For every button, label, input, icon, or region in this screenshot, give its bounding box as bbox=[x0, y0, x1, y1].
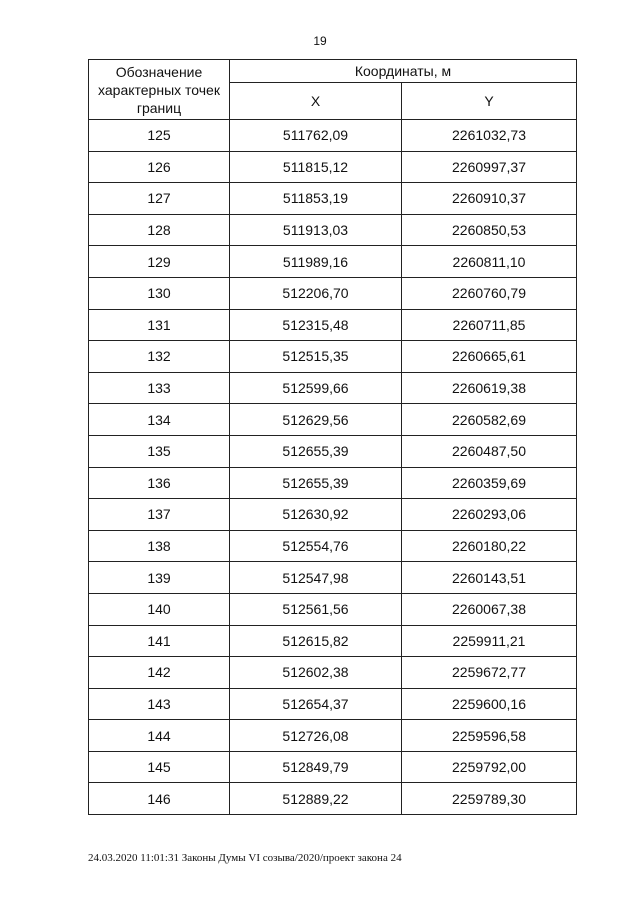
cell-x: 512315,48 bbox=[230, 309, 402, 341]
table-row bbox=[89, 151, 577, 183]
cell-x: 512561,56 bbox=[230, 593, 402, 625]
table-row bbox=[89, 404, 577, 436]
table-row bbox=[89, 499, 577, 531]
header-point-label: Обозначение характерных точек границ bbox=[89, 60, 230, 120]
cell-y: 2261032,73 bbox=[402, 120, 577, 152]
cell-point-number: 137 bbox=[89, 499, 230, 531]
cell-x: 512655,39 bbox=[230, 467, 402, 499]
cell-x: 512849,79 bbox=[230, 751, 402, 783]
cell-point-number: 136 bbox=[89, 467, 230, 499]
cell-point-number: 129 bbox=[89, 246, 230, 278]
cell-point-number: 125 bbox=[89, 120, 230, 152]
cell-x: 512726,08 bbox=[230, 720, 402, 752]
cell-x: 512655,39 bbox=[230, 435, 402, 467]
cell-point-number: 139 bbox=[89, 562, 230, 594]
table-row bbox=[89, 783, 577, 815]
cell-y: 2259672,77 bbox=[402, 657, 577, 689]
cell-x: 512554,76 bbox=[230, 530, 402, 562]
cell-x: 512547,98 bbox=[230, 562, 402, 594]
table-row bbox=[89, 751, 577, 783]
cell-x: 512515,35 bbox=[230, 341, 402, 373]
cell-y: 2260850,53 bbox=[402, 214, 577, 246]
table-row bbox=[89, 593, 577, 625]
cell-y: 2260293,06 bbox=[402, 499, 577, 531]
cell-y: 2260760,79 bbox=[402, 277, 577, 309]
cell-x: 512602,38 bbox=[230, 657, 402, 689]
table-row bbox=[89, 625, 577, 657]
cell-y: 2259792,00 bbox=[402, 751, 577, 783]
cell-x: 511989,16 bbox=[230, 246, 402, 278]
cell-y: 2260067,38 bbox=[402, 593, 577, 625]
cell-x: 512630,92 bbox=[230, 499, 402, 531]
header-x: X bbox=[230, 83, 402, 120]
cell-x: 512889,22 bbox=[230, 783, 402, 815]
cell-point-number: 145 bbox=[89, 751, 230, 783]
cell-point-number: 131 bbox=[89, 309, 230, 341]
footer-stamp: 24.03.2020 11:01:31 Законы Думы VI созыва/2020/проект закона 24 bbox=[88, 852, 402, 864]
cell-y: 2260997,37 bbox=[402, 151, 577, 183]
cell-point-number: 132 bbox=[89, 341, 230, 373]
table-row bbox=[89, 467, 577, 499]
table-row bbox=[89, 214, 577, 246]
cell-point-number: 138 bbox=[89, 530, 230, 562]
table-body bbox=[89, 120, 577, 815]
table-row bbox=[89, 562, 577, 594]
cell-y: 2260359,69 bbox=[402, 467, 577, 499]
cell-x: 512654,37 bbox=[230, 688, 402, 720]
cell-point-number: 126 bbox=[89, 151, 230, 183]
cell-x: 512599,66 bbox=[230, 372, 402, 404]
cell-y: 2260910,37 bbox=[402, 183, 577, 215]
cell-y: 2260619,38 bbox=[402, 372, 577, 404]
table-row bbox=[89, 246, 577, 278]
cell-y: 2259789,30 bbox=[402, 783, 577, 815]
cell-point-number: 133 bbox=[89, 372, 230, 404]
cell-x: 511913,03 bbox=[230, 214, 402, 246]
table-row bbox=[89, 657, 577, 689]
table-row bbox=[89, 309, 577, 341]
cell-x: 512206,70 bbox=[230, 277, 402, 309]
cell-x: 511853,19 bbox=[230, 183, 402, 215]
cell-x: 512629,56 bbox=[230, 404, 402, 436]
table-row bbox=[89, 530, 577, 562]
table-row bbox=[89, 120, 577, 152]
cell-point-number: 142 bbox=[89, 657, 230, 689]
table-row bbox=[89, 372, 577, 404]
cell-point-number: 130 bbox=[89, 277, 230, 309]
cell-x: 512615,82 bbox=[230, 625, 402, 657]
cell-point-number: 140 bbox=[89, 593, 230, 625]
cell-y: 2260180,22 bbox=[402, 530, 577, 562]
cell-point-number: 127 bbox=[89, 183, 230, 215]
cell-y: 2260711,85 bbox=[402, 309, 577, 341]
header-y: Y bbox=[402, 83, 577, 120]
cell-y: 2260811,10 bbox=[402, 246, 577, 278]
cell-point-number: 134 bbox=[89, 404, 230, 436]
cell-y: 2260143,51 bbox=[402, 562, 577, 594]
coordinates-table bbox=[88, 59, 577, 815]
cell-y: 2260487,50 bbox=[402, 435, 577, 467]
cell-y: 2259600,16 bbox=[402, 688, 577, 720]
table-row bbox=[89, 435, 577, 467]
table-row bbox=[89, 688, 577, 720]
table-row bbox=[89, 277, 577, 309]
cell-point-number: 143 bbox=[89, 688, 230, 720]
header-coordinates-group: Координаты, м bbox=[230, 60, 577, 83]
cell-x: 511815,12 bbox=[230, 151, 402, 183]
cell-point-number: 135 bbox=[89, 435, 230, 467]
table-row bbox=[89, 183, 577, 215]
table-row bbox=[89, 720, 577, 752]
cell-y: 2260582,69 bbox=[402, 404, 577, 436]
cell-y: 2259911,21 bbox=[402, 625, 577, 657]
cell-y: 2260665,61 bbox=[402, 341, 577, 373]
cell-point-number: 141 bbox=[89, 625, 230, 657]
cell-y: 2259596,58 bbox=[402, 720, 577, 752]
page-number: 19 bbox=[313, 34, 327, 48]
table-row bbox=[89, 341, 577, 373]
cell-point-number: 128 bbox=[89, 214, 230, 246]
cell-point-number: 146 bbox=[89, 783, 230, 815]
cell-x: 511762,09 bbox=[230, 120, 402, 152]
cell-point-number: 144 bbox=[89, 720, 230, 752]
